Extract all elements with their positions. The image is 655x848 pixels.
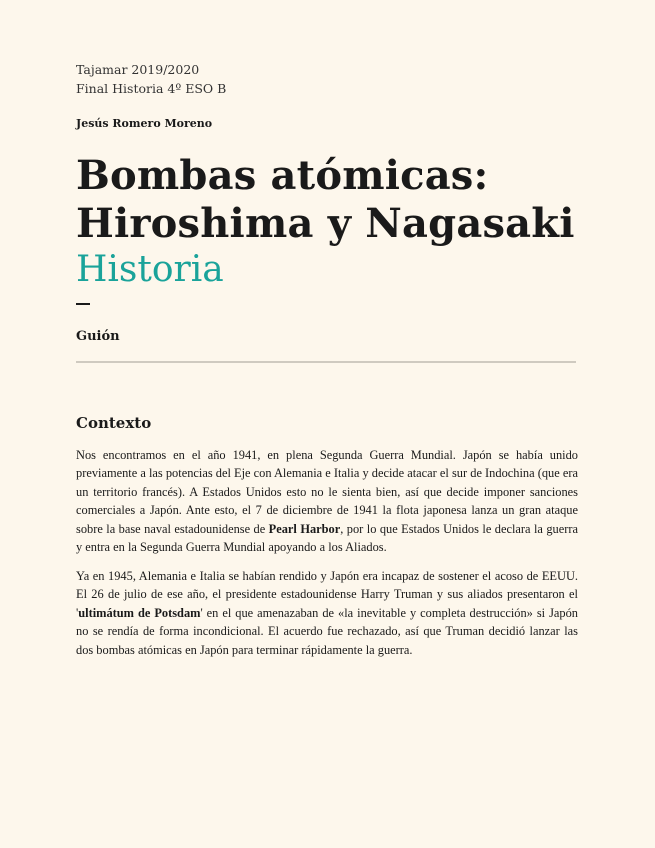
author-name: Jesús Romero Moreno (76, 117, 213, 130)
document-subtitle: Historia (76, 249, 224, 290)
paragraph-text: , por lo que Estados Unidos le declara la guerra y entra en la Segunda Guerra Mundial apoyando a los Aliados. (76, 521, 578, 555)
context-heading: Contexto (76, 414, 152, 432)
horizontal-rule (76, 361, 576, 363)
paragraph-text: Nos encontramos en el año 1941, en plena Segunda Guerra Mundial. Japón se había unido previamente a las potencias del Eje con Alemania e Italia y decide atacar el sur de Indochina (que era un territorio francés). A Estados Unidos esto no le sienta bien, así que decide imponer sanciones comerciales a Japón. Ante esto, el 7 de diciembre de 1941 la flota japonesa lanza un gran ataque sobre la base naval estadounidense de (76, 448, 578, 536)
section-label: Guión (76, 329, 120, 344)
school-year-line: Tajamar 2019/2020 (76, 62, 200, 77)
paragraph-text: ' en el que amenazaban de «la inevitable y completa destrucción» si Japón no se rendía de forma incondicional. El acuerdo fue rechazado, así que Truman decidió lanzar las dos bombas atómicas en Japón para terminar rápidamente la guerra. (76, 605, 578, 657)
title-dash-divider (76, 303, 90, 305)
context-paragraph-2 (76, 567, 578, 659)
paragraph-text: Ya en 1945, Alemania e Italia se habían rendido y Japón era incapaz de sostener el acoso de EEUU. El 26 de julio de ese año, el presidente estadounidense Harry Truman y sus aliados presentaron el ' (76, 569, 578, 620)
document-title: Bombas atómicas: Hiroshima y Nagasaki (76, 152, 575, 247)
bold-term-potsdam: ultimátum de Potsdam (78, 605, 201, 620)
context-paragraph-1 (76, 446, 578, 556)
course-line: Final Historia 4º ESO B (76, 81, 227, 96)
bold-term-pearl-harbor: Pearl Harbor (268, 521, 341, 536)
